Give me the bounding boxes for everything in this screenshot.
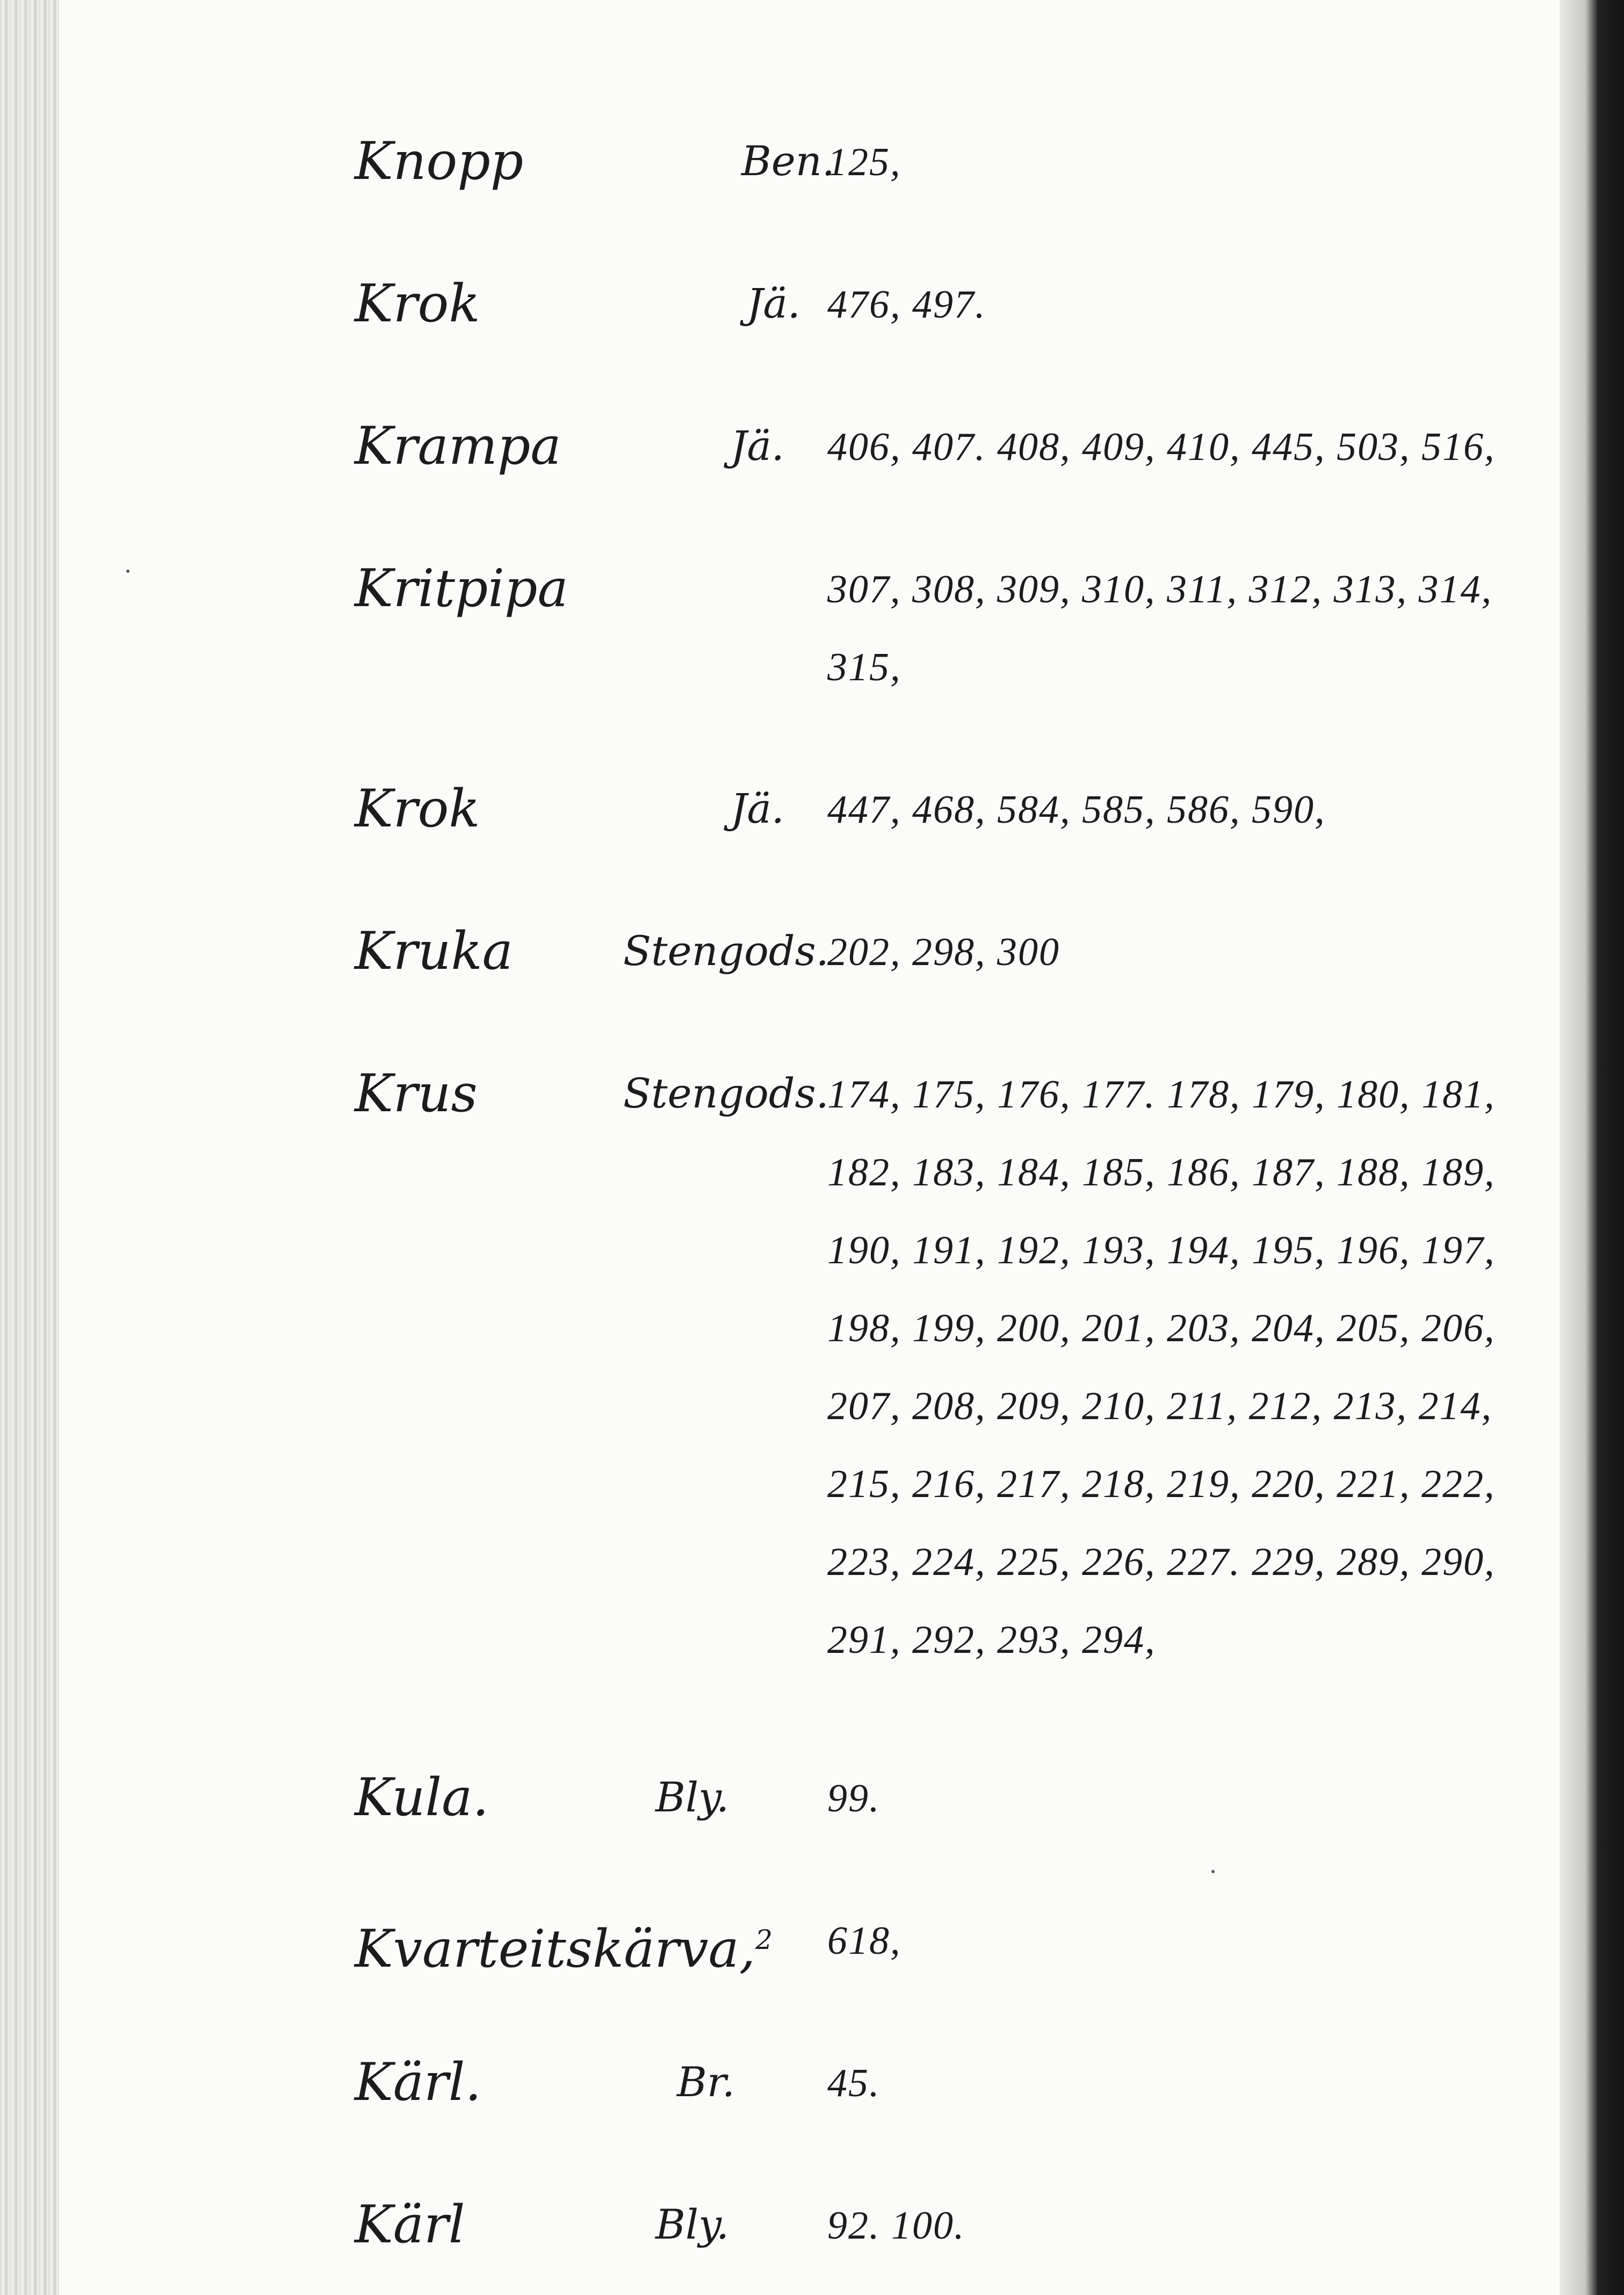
entry-term: Krok [355, 779, 480, 839]
entry-material: Stengods. [623, 927, 829, 975]
entry-material: Ben. [741, 137, 835, 185]
entry-term: Kärl [355, 2195, 465, 2255]
paper-speck [126, 570, 129, 573]
ledger-entry [355, 408, 1563, 486]
paper-speck [1211, 1870, 1215, 1873]
ledger-entry [355, 2045, 1563, 2123]
ledger-entry [355, 1902, 1563, 1980]
entry-numbers: 45. [827, 2061, 880, 2105]
entry-material: Br. [677, 2058, 735, 2106]
entry-term: Knopp [355, 131, 524, 191]
ledger-entry [355, 1760, 1563, 1838]
book-binding-shadow-right [1560, 0, 1624, 2295]
entry-term: Krus [355, 1063, 478, 1124]
handwritten-ledger [355, 124, 1563, 2265]
entry-term-superscript: 2 [755, 1924, 773, 1955]
entry-term: Krampa [355, 416, 561, 476]
entry-material: Jä. [747, 279, 800, 327]
entry-numbers: 92. 100. [827, 2204, 965, 2248]
entry-material: Jä. [731, 785, 784, 832]
entry-material: Bly. [655, 1773, 730, 1821]
book-page-edge-left [0, 0, 59, 2295]
entry-numbers: 307, 308, 309, 310, 311, 312, 313, 314, 315, [827, 567, 1493, 689]
entry-numbers: 125, [827, 140, 901, 184]
ledger-entry [355, 913, 1563, 991]
entry-numbers: 447, 468, 584, 585, 586, 590, [827, 788, 1326, 832]
entry-term: Kula. [355, 1767, 489, 1828]
ledger-entry [355, 771, 1563, 849]
entry-numbers: 476, 497. [827, 283, 986, 327]
entry-numbers: 202, 298, 300 [827, 930, 1060, 974]
entry-material: Jä. [731, 422, 784, 470]
ledger-entry [355, 2187, 1563, 2265]
ledger-entry [355, 124, 1563, 202]
entry-numbers: 406, 407. 408, 409, 410, 445, 503, 516, [827, 425, 1496, 469]
ledger-entry [355, 551, 1563, 707]
entry-term: Kärl. [355, 2052, 482, 2112]
ledger-entry [355, 266, 1563, 344]
entry-numbers: 618, [827, 1919, 901, 1963]
entry-material: Stengods. [623, 1069, 829, 1117]
ledger-entry [355, 1056, 1563, 1679]
entry-numbers: 174, 175, 176, 177. 178, 179, 180, 181, 182, 183, 184, 185, 186, 187, 188, 189, 190, 191, 192, 193, 194, 195, 196, 197, 198, 199, 200, 201, 203, 204, 205, 206, 207, 208, 209, 210, 211, 212, 213, 214, 215, 216, 217, 218, 219, 220, 221, 222, 223, 224, 225, 226, 227. 229, 289, 290, 291, 292, 293, 294, [827, 1073, 1496, 1662]
entry-numbers: 99. [827, 1776, 880, 1821]
entry-material: Bly. [655, 2200, 730, 2248]
entry-term [355, 1902, 773, 1987]
entry-term: Krok [355, 274, 480, 334]
entry-term: Kritpipa [355, 558, 568, 618]
entry-term-text: Kvarteitskärva, [355, 1919, 756, 1979]
entry-term: Kruka [355, 921, 513, 981]
